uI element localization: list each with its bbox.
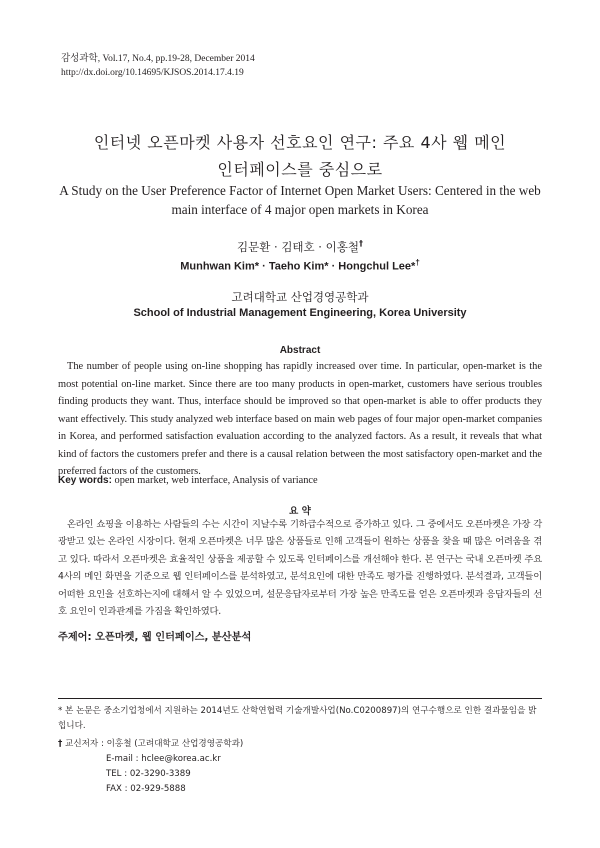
authors-english-names: Munhwan Kim* · Taeho Kim* · Hongchul Lee* — [180, 260, 416, 273]
contact-fax: FAX : 02-929-5888 — [106, 784, 186, 794]
title-korean-line-1: 인터넷 오픈마켓 사용자 선호요인 연구: 주요 4사 웹 메인 — [93, 133, 507, 152]
funding-text: 본 논문은 중소기업청에서 지원하는 2014년도 산학연협력 기술개발사업(No.C0200897)의 연구수행으로 인한 결과물임을 밝힙니다. — [58, 706, 537, 731]
contact-email[interactable]: E-mail : hclee@korea.ac.kr — [106, 754, 221, 764]
contact-tel: TEL : 02-3290-3389 — [106, 769, 191, 779]
title-korean-line-2: 인터페이스를 중심으로 — [217, 160, 383, 179]
corresponding-author-text: 교신저자 : 이홍철 (고려대학교 산업경영공학과) — [65, 739, 244, 749]
keywords-label: Key words: — [58, 475, 112, 486]
footnote-divider — [58, 698, 542, 699]
summary-body: 온라인 쇼핑을 이용하는 사람들의 수는 시간이 지날수록 기하급수적으로 증가하고 있다. 그 중에서도 오픈마켓은 가장 각광받고 있는 온라인 시장이다. 현재 오픈마켓은 너무 많은 상품들로 인해 고객들이 원하는 상품을 찾을 때 많은 어려움을 겪고 있다. 따라서 오픈마켓은 효율적인 상품을 제공할 수 있도록 인터페이스를 개선해야 한다. 본 연구는 국내 오픈마켓 주요 4사의 메인 화면을 기준으로 웹 인터페이스를 분석하였고, 분석요인에 대한 만족도 평가를 진행하였다. 분석결과, 고객들이 어떠한 요인을 선호하는지에 대해서 알 수 있었으며, 설문응답자로부터 가장 높은 만족도를 얻은 오픈마켓과 응답자들의 선호 요인이 인과관계를 가짐을 확인하였다. — [58, 519, 542, 618]
authors-korean-names: 김문환 · 김태호 · 이홍철 — [237, 240, 359, 254]
korean-keywords: 주제어: 오픈마켓, 웹 인터페이스, 분산분석 — [58, 632, 252, 643]
abstract-body: The number of people using on-line shopping has rapidly increased over time. In particular, open-market is the most potential on-line market. Since there are too many products in open-market, customers have serious troubles finding products they want. Thus, interface should be improved so that open-market is able to offer products they want effectively. This study analyzed web interface based on main web pages of four major open-market companies in Korea, and performed satisfaction evaluation according to the analyzed factors. As a result, it reveals that what kind of factors the customers prefer and there is a causal relation between the most satisfactory open-market and the preferred factors of the customers. — [58, 361, 542, 477]
authors-korean — [0, 239, 600, 255]
keywords-value: open market, web interface, Analysis of variance — [111, 475, 318, 486]
affiliation-korean: 고려대학교 산업경영공학과 — [231, 290, 369, 304]
affiliation-english: School of Industrial Management Engineering, Korea University — [133, 307, 467, 319]
corresponding-mark: † — [358, 239, 363, 249]
english-keywords — [58, 475, 318, 486]
doi-link[interactable]: http://dx.doi.org/10.14695/KJSOS.2014.17.4.19 — [61, 68, 244, 78]
journal-citation: 감성과학, Vol.17, No.4, pp.19-28, December 2014 — [61, 54, 255, 64]
title-english-line-1: A Study on the User Preference Factor of Internet Open Market Users: Centered in the web — [59, 183, 541, 198]
corresponding-mark-en: † — [415, 258, 420, 267]
funding-footnote — [58, 704, 542, 734]
authors-english — [0, 258, 600, 273]
corresponding-author — [58, 737, 243, 752]
abstract-heading: Abstract — [279, 345, 321, 356]
summary-heading: 요 약 — [289, 506, 311, 517]
title-english-line-2: main interface of 4 major open markets in Korea — [171, 202, 429, 217]
corresponding-mark-footnote: † — [58, 739, 63, 749]
funding-mark: * — [58, 706, 63, 716]
